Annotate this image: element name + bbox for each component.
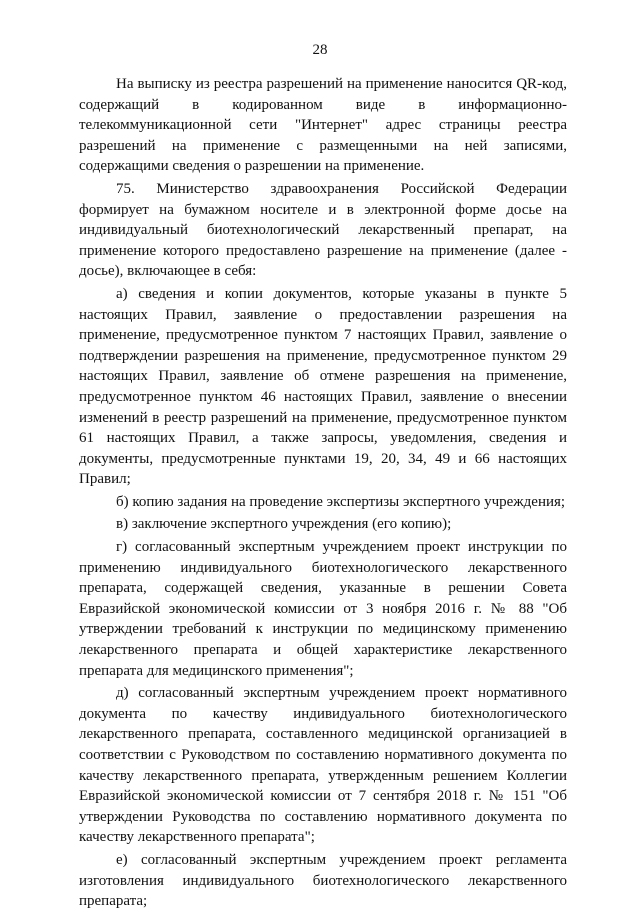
list-item-d: д) согласованный экспертным учреждением проект нормативного документа по качеству индивидуального биотехнологического лекарственного препарата, составленного медицинской организацией в соответствии с Руководством по составлению нормативного документа по качеству лекарственного препарата, утвержденным решением Коллегии Евразийской экономической комиссии от 7 сентября 2018 г. № 151 "Об утверждении Руководства по составлению нормативного документа по качеству лекарственного препарата"; [79, 685, 567, 846]
paragraph-75-dossier: 75. Министерство здравоохранения Российской Федерации формирует на бумажном носителе и в электронной форме досье на индивидуальный биотехнологический лекарственный препарат, на применение которого предоставлено разрешение на применение (далее - досье), включающее в себя: [79, 180, 567, 280]
page-number: 28 [312, 42, 328, 58]
list-item-b: б) копию задания на проведение экспертизы экспертного учреждения; [116, 493, 566, 510]
list-item-v: в) заключение экспертного учреждения (его копию); [116, 516, 452, 533]
list-item-a: а) сведения и копии документов, которые указаны в пункте 5 настоящих Правил, заявление о предоставлении разрешения на применение, предусмотренное пунктом 7 настоящих Правил, заявление о подтверждении разрешения на применение, предусмотренное пунктом 29 настоящих Правил, заявление об отмене разрешения на применение, предусмотренное пунктом 46 настоящих Правил, заявление о внесении изменений в реестр разрешений на применение, предусмотренное пунктом 61 настоящих Правил, а также запросы, уведомления, сведения и документы, предусмотренные пунктами 19, 20, 34, 49 и 66 настоящих Правил; [79, 285, 567, 488]
list-item-g: г) согласованный экспертным учреждением проект инструкции по применению индивидуального биотехнологического лекарственного препарата, содержащей сведения, указанные в решении Совета Евразийской экономической комиссии от 3 ноября 2016 г. № 88 "Об утверждении требований к инструкции по медицинскому применению лекарственного препарата и общей характеристике лекарственного препарата для медицинского применения"; [79, 539, 567, 679]
paragraph-qr-code: На выписку из реестра разрешений на применение наносится QR-код, содержащий в кодированном виде в информационно-телекоммуникационной сети "Интернет" адрес страницы реестра разрешений на применение с размещенными на ней записями, содержащими сведения о разрешении на применение. [79, 76, 567, 175]
list-item-e: е) согласованный экспертным учреждением проект регламента изготовления индивидуального биотехнологического лекарственного препарата; [79, 851, 567, 910]
document-body [79, 74, 567, 914]
